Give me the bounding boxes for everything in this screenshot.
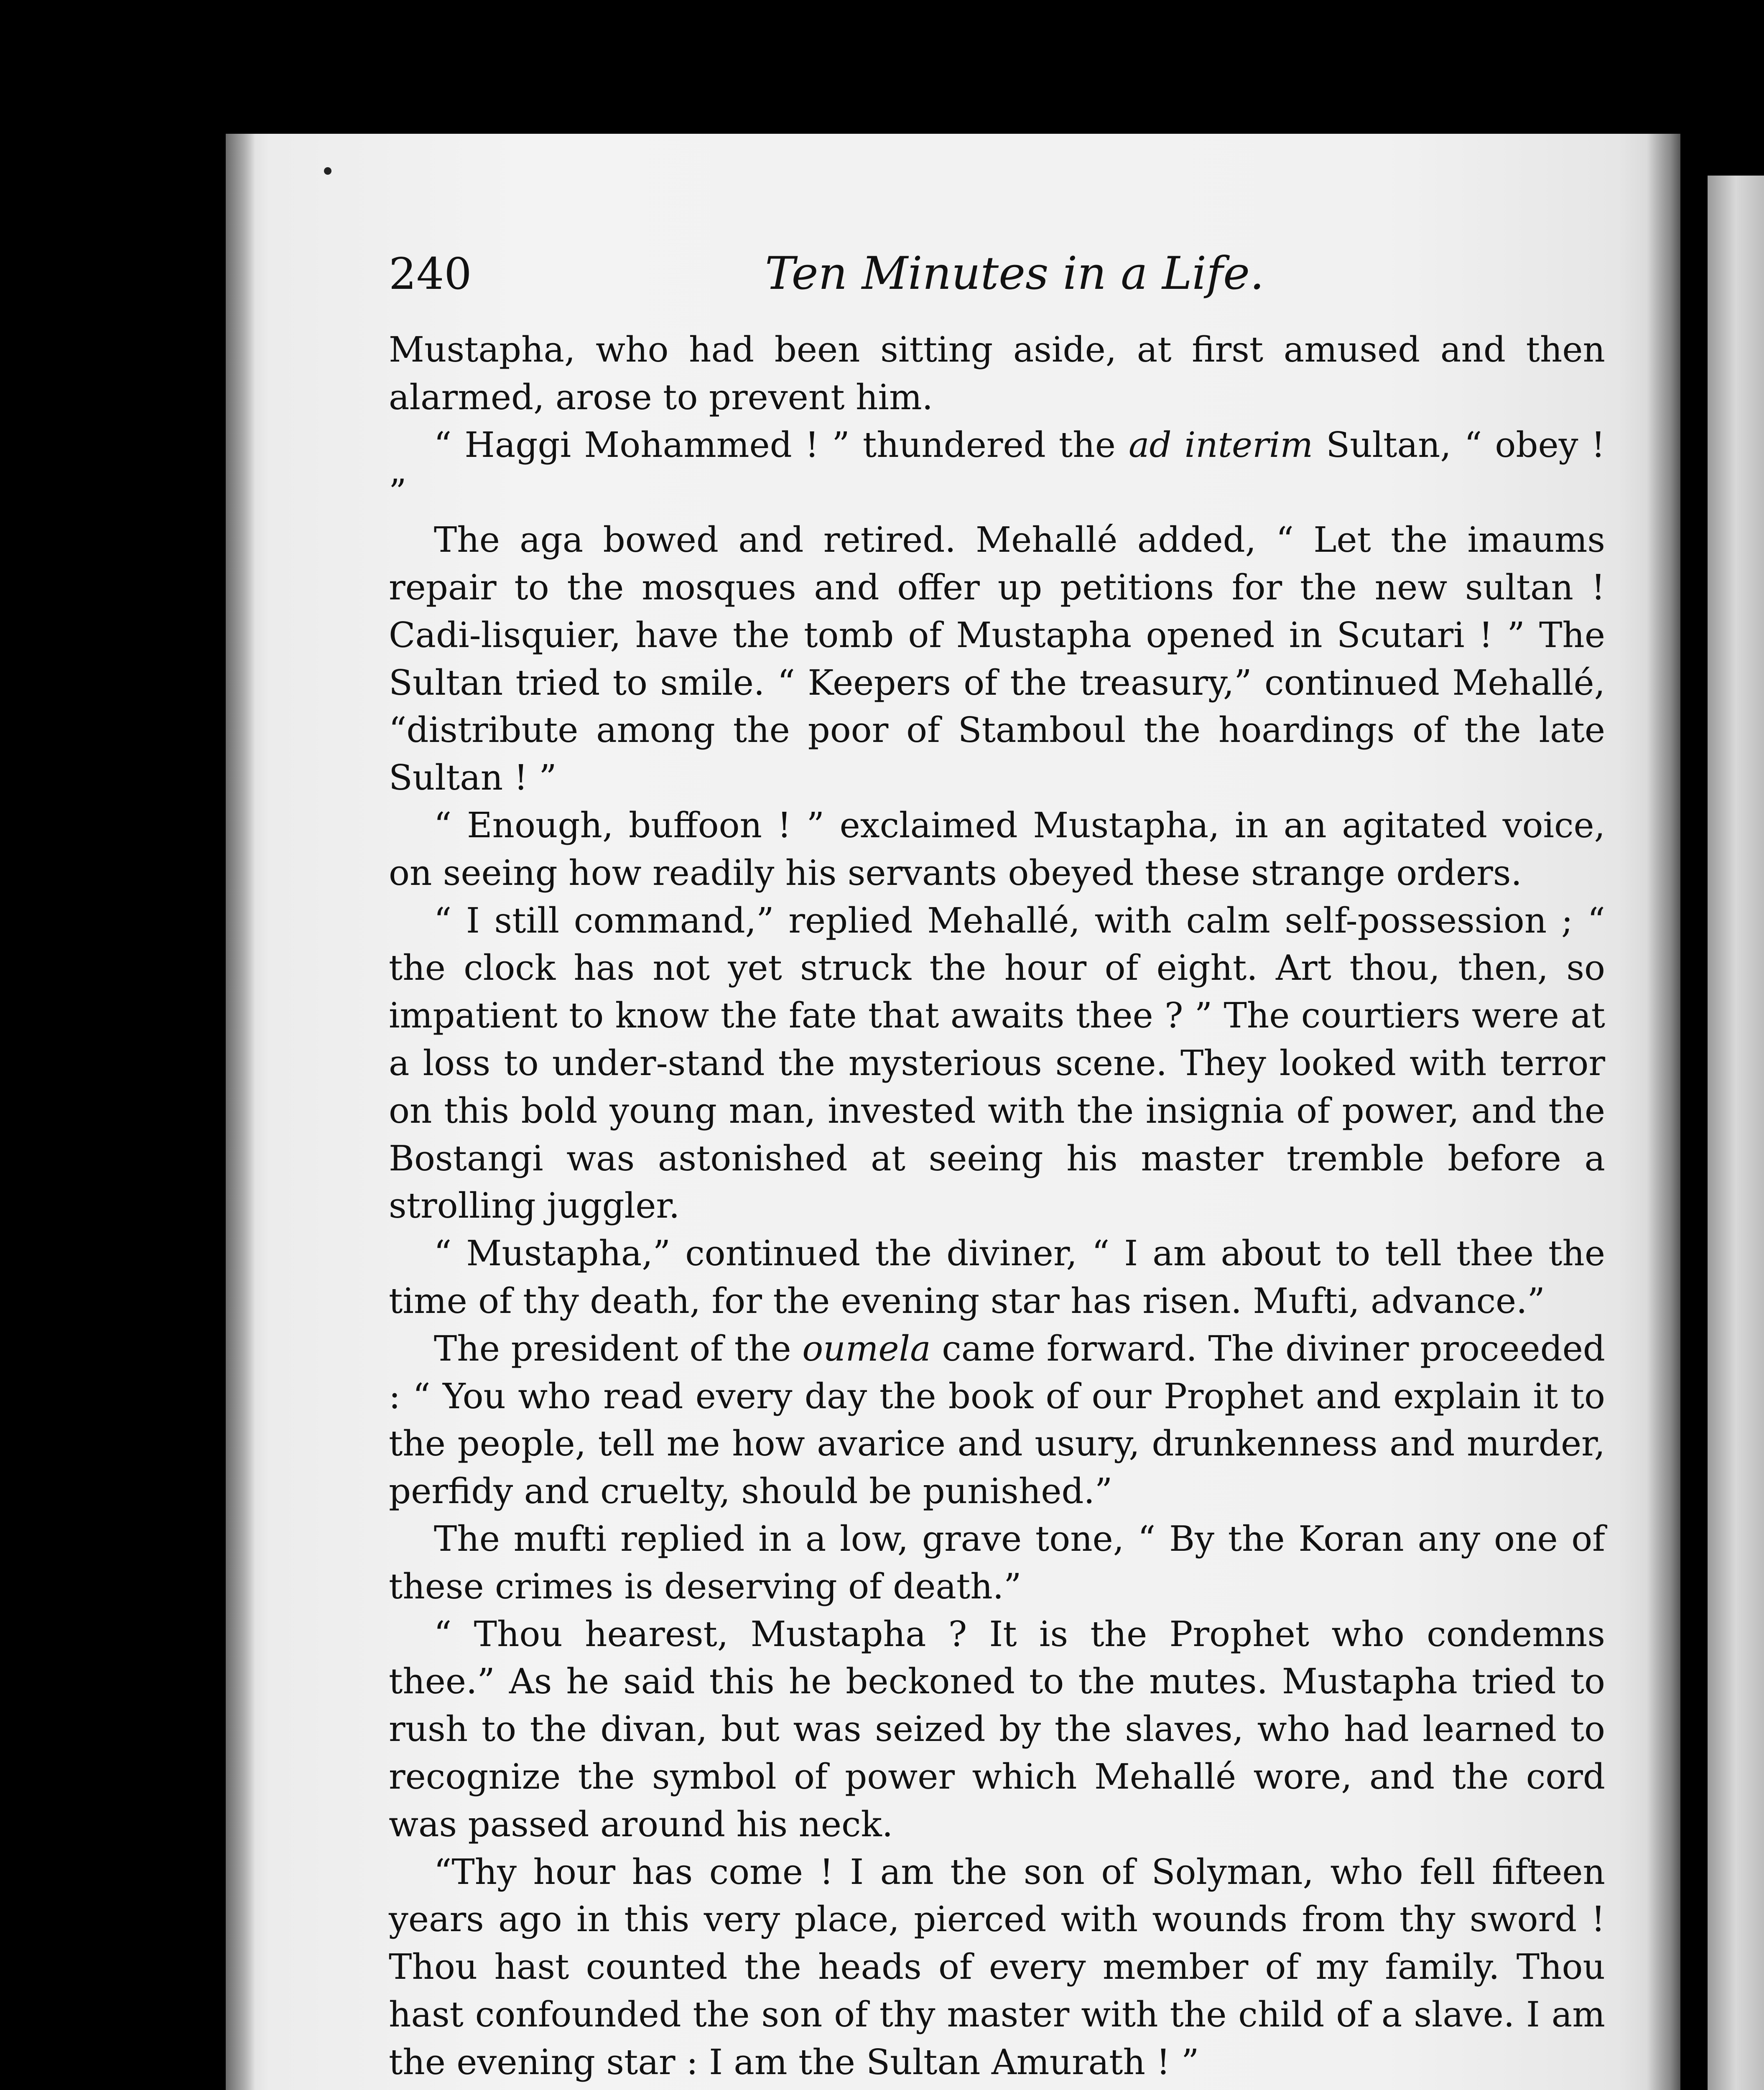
body-text bbox=[389, 326, 1605, 2090]
paragraph bbox=[389, 1325, 1605, 1515]
paragraph bbox=[389, 2086, 1605, 2090]
italic-term: ad interim bbox=[1128, 424, 1313, 465]
page-header bbox=[389, 245, 1618, 303]
paragraph-text: Sultan, “ obey ! ” bbox=[389, 424, 1605, 513]
paragraph-text: “Thy hour has come ! I am the son of Solyman, who fell fifteen years ago in this very place, pierced with wounds from thy sword ! Thou hast counted the heads of every member of my family. Thou hast confounded the son of thy master with the child of a slave. I am the evening star : I am the Sultan Amurath ! ” bbox=[389, 1851, 1605, 2082]
paragraph-text: The president of the bbox=[433, 1328, 803, 1369]
paragraph-text: The aga bowed and retired. Mehallé added, “ Let the imaums repair to the mosques and offer up petitions for the new sultan ! Cadi-lisquier, have the tomb of Mustapha opened in Scutari ! ” The Sultan tried to smile. “ Keepers of the treasury,” continued Mehallé, “distribute among the poor of Stamboul the hoardings of the late Sultan ! ” bbox=[389, 520, 1605, 798]
paragraph bbox=[389, 802, 1605, 897]
page-gutter-shadow bbox=[226, 134, 255, 2090]
paragraph bbox=[389, 1515, 1605, 1611]
paragraph bbox=[389, 421, 1605, 517]
paragraph bbox=[389, 326, 1605, 421]
paragraph-text: “ Haggi Mohammed ! ” thundered the bbox=[433, 424, 1129, 465]
scan-speck bbox=[324, 167, 331, 175]
paragraph-text: “ I still command,” replied Mehallé, with calm self-possession ; “ the clock has not yet struck the hour of eight. Art thou, then, so impatient to know the fate that awaits thee ? ” The courtiers were at a loss to under-stand the mysterious scene. They looked with terror on this bold young man, invested with the insignia of power, and the Bostangi was astonished at seeing his master tremble before a strolling juggler. bbox=[389, 900, 1605, 1226]
paragraph-text: “ Thou hearest, Mustapha ? It is the Prophet who condemns thee.” As he said this he beckoned to the mutes. Mustapha tried to rush to the divan, but was seized by the slaves, who had learned to recognize the symbol of power which Mehallé wore, and the cord was passed around his neck. bbox=[389, 1613, 1605, 1845]
paragraph-text: came forward. The diviner proceeded : “ You who read every day the book of our Prophet and explain it to the people, tell me how avarice and usury, drunkenness and murder, perfidy and cruelty, should be punished.” bbox=[389, 1328, 1605, 1512]
paragraph-text: “ Mustapha,” continued the diviner, “ I am about to tell thee the time of thy death, for the evening star has risen. Mufti, advance.” bbox=[389, 1233, 1605, 1321]
paragraph bbox=[389, 1611, 1605, 1848]
italic-term: oumela bbox=[802, 1328, 931, 1369]
next-page-sliver bbox=[1708, 176, 1764, 2090]
paragraph-text: The mufti replied in a low, grave tone, “ By the Koran any one of these crimes is deserving of death.” bbox=[389, 1518, 1605, 1607]
paragraph bbox=[389, 516, 1605, 802]
paragraph bbox=[389, 897, 1605, 1230]
page-edge-shadow bbox=[1647, 134, 1680, 2090]
paragraph-text: “ Enough, buffoon ! ” exclaimed Mustapha, in an agitated voice, on seeing how readily his servants obeyed these strange orders. bbox=[389, 805, 1605, 893]
page-number: 240 bbox=[389, 248, 472, 299]
paragraph bbox=[389, 1848, 1605, 2086]
paragraph bbox=[389, 1230, 1605, 1325]
running-head: Ten Minutes in a Life. bbox=[765, 247, 1264, 300]
paragraph-text: Mustapha, who had been sitting aside, at first amused and then alarmed, arose to prevent him. bbox=[389, 329, 1605, 418]
